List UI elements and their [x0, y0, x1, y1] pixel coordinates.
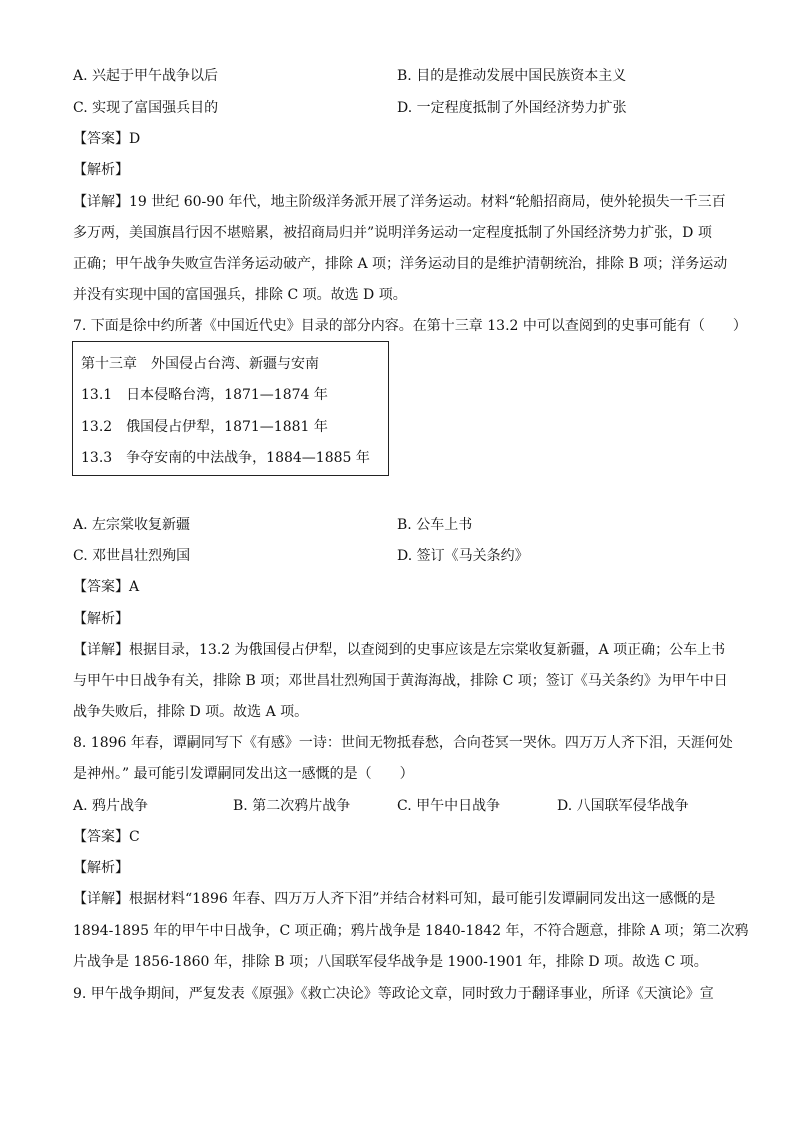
q7-option-c: C. 邓世昌壮烈殉国 [73, 548, 191, 564]
q7-option-a: A. 左宗棠收复新疆 [73, 517, 191, 533]
q8-option-d: D. 八国联军侵华战争 [557, 798, 689, 814]
q8-analysis-label: 【解析】 [73, 860, 129, 876]
q6-detail-line: 多万两，美国旗昌行因不堪赔累，被招商局归并”说明洋务运动一定程度抵制了外国经济势力扩张，D 项 [73, 225, 712, 241]
q6-option-d: D. 一定程度抵制了外国经济势力扩张 [397, 100, 627, 116]
q7-option-d: D. 签订《马关条约》 [397, 548, 529, 564]
toc-section: 13.2 俄国侵占伊犁，1871—1881 年 [81, 419, 328, 435]
q6-detail-line: 并没有实现中国的富国强兵，排除 C 项。故选 D 项。 [73, 287, 407, 303]
q8-stem-line: 是神州。” 最可能引发谭嗣同发出这一感慨的是（ ） [73, 766, 414, 782]
q6-answer: 【答案】D [73, 131, 141, 147]
q7-answer: 【答案】A [73, 579, 140, 595]
toc-section: 13.1 日本侵略台湾，1871—1874 年 [81, 387, 328, 403]
q7-option-b: B. 公车上书 [397, 517, 473, 533]
q8-option-a: A. 鸦片战争 [73, 798, 149, 814]
q7-stem: 7. 下面是徐中约所著《中国近代史》目录的部分内容。在第十三章 13.2 中可以查阅到的史事可能有（ ） [73, 318, 747, 334]
q6-option-a: A. 兴起于甲午战争以后 [73, 68, 219, 84]
q7-detail-line: 与甲午中日战争有关，排除 B 项；邓世昌壮烈殉国于黄海海战，排除 C 项；签订《马关条约》为甲午中日 [73, 673, 728, 689]
q8-answer: 【答案】C [73, 829, 140, 845]
q8-option-b: B. 第二次鸦片战争 [233, 798, 351, 814]
q8-detail-line: 【详解】根据材料“1896 年春、四万万人齐下泪”并结合材料可知，最可能引发谭嗣同发出这一感慨的是 [73, 891, 716, 907]
q8-detail-line: 1894-1895 年的甲午中日战争，C 项正确；鸦片战争是 1840-1842 年，不符合题意，排除 A 项；第二次鸦 [73, 923, 749, 939]
q6-detail-line: 【详解】19 世纪 60-90 年代，地主阶级洋务派开展了洋务运动。材料“轮船招商局，使外轮损失一千三百 [73, 194, 726, 210]
q6-option-c: C. 实现了富国强兵目的 [73, 100, 219, 116]
q6-detail-line: 正确；甲午战争失败宣告洋务运动破产，排除 A 项；洋务运动目的是维护清朝统治，排除 B 项；洋务运动 [73, 256, 728, 272]
q8-detail-line: 片战争是 1856-1860 年，排除 B 项；八国联军侵华战争是 1900-1901 年，排除 D 项。故选 C 项。 [73, 954, 708, 970]
q7-analysis-label: 【解析】 [73, 611, 129, 627]
q6-option-b: B. 目的是推动发展中国民族资本主义 [397, 68, 627, 84]
q8-stem-line: 8. 1896 年春，谭嗣同写下《有感》一诗：世间无物抵春愁，合向苍冥一哭休。四万万人齐下泪，天涯何处 [73, 735, 733, 751]
q7-detail-line: 【详解】根据目录，13.2 为俄国侵占伊犁，以查阅到的史事应该是左宗棠收复新疆，A 项正确；公车上书 [73, 642, 726, 658]
q8-option-c: C. 甲午中日战争 [397, 798, 501, 814]
q7-detail-line: 战争失败后，排除 D 项。故选 A 项。 [73, 704, 309, 720]
q6-analysis-label: 【解析】 [73, 162, 129, 178]
q9-stem: 9. 甲午战争期间，严复发表《原强》《救亡决论》等政论文章，同时致力于翻译事业，所译《天演论》宣 [73, 986, 714, 1002]
q7-table-of-contents-box [72, 341, 389, 476]
toc-section: 13.3 争夺安南的中法战争，1884—1885 年 [81, 450, 370, 466]
toc-chapter-title: 第十三章 外国侵占台湾、新疆与安南 [81, 356, 319, 372]
